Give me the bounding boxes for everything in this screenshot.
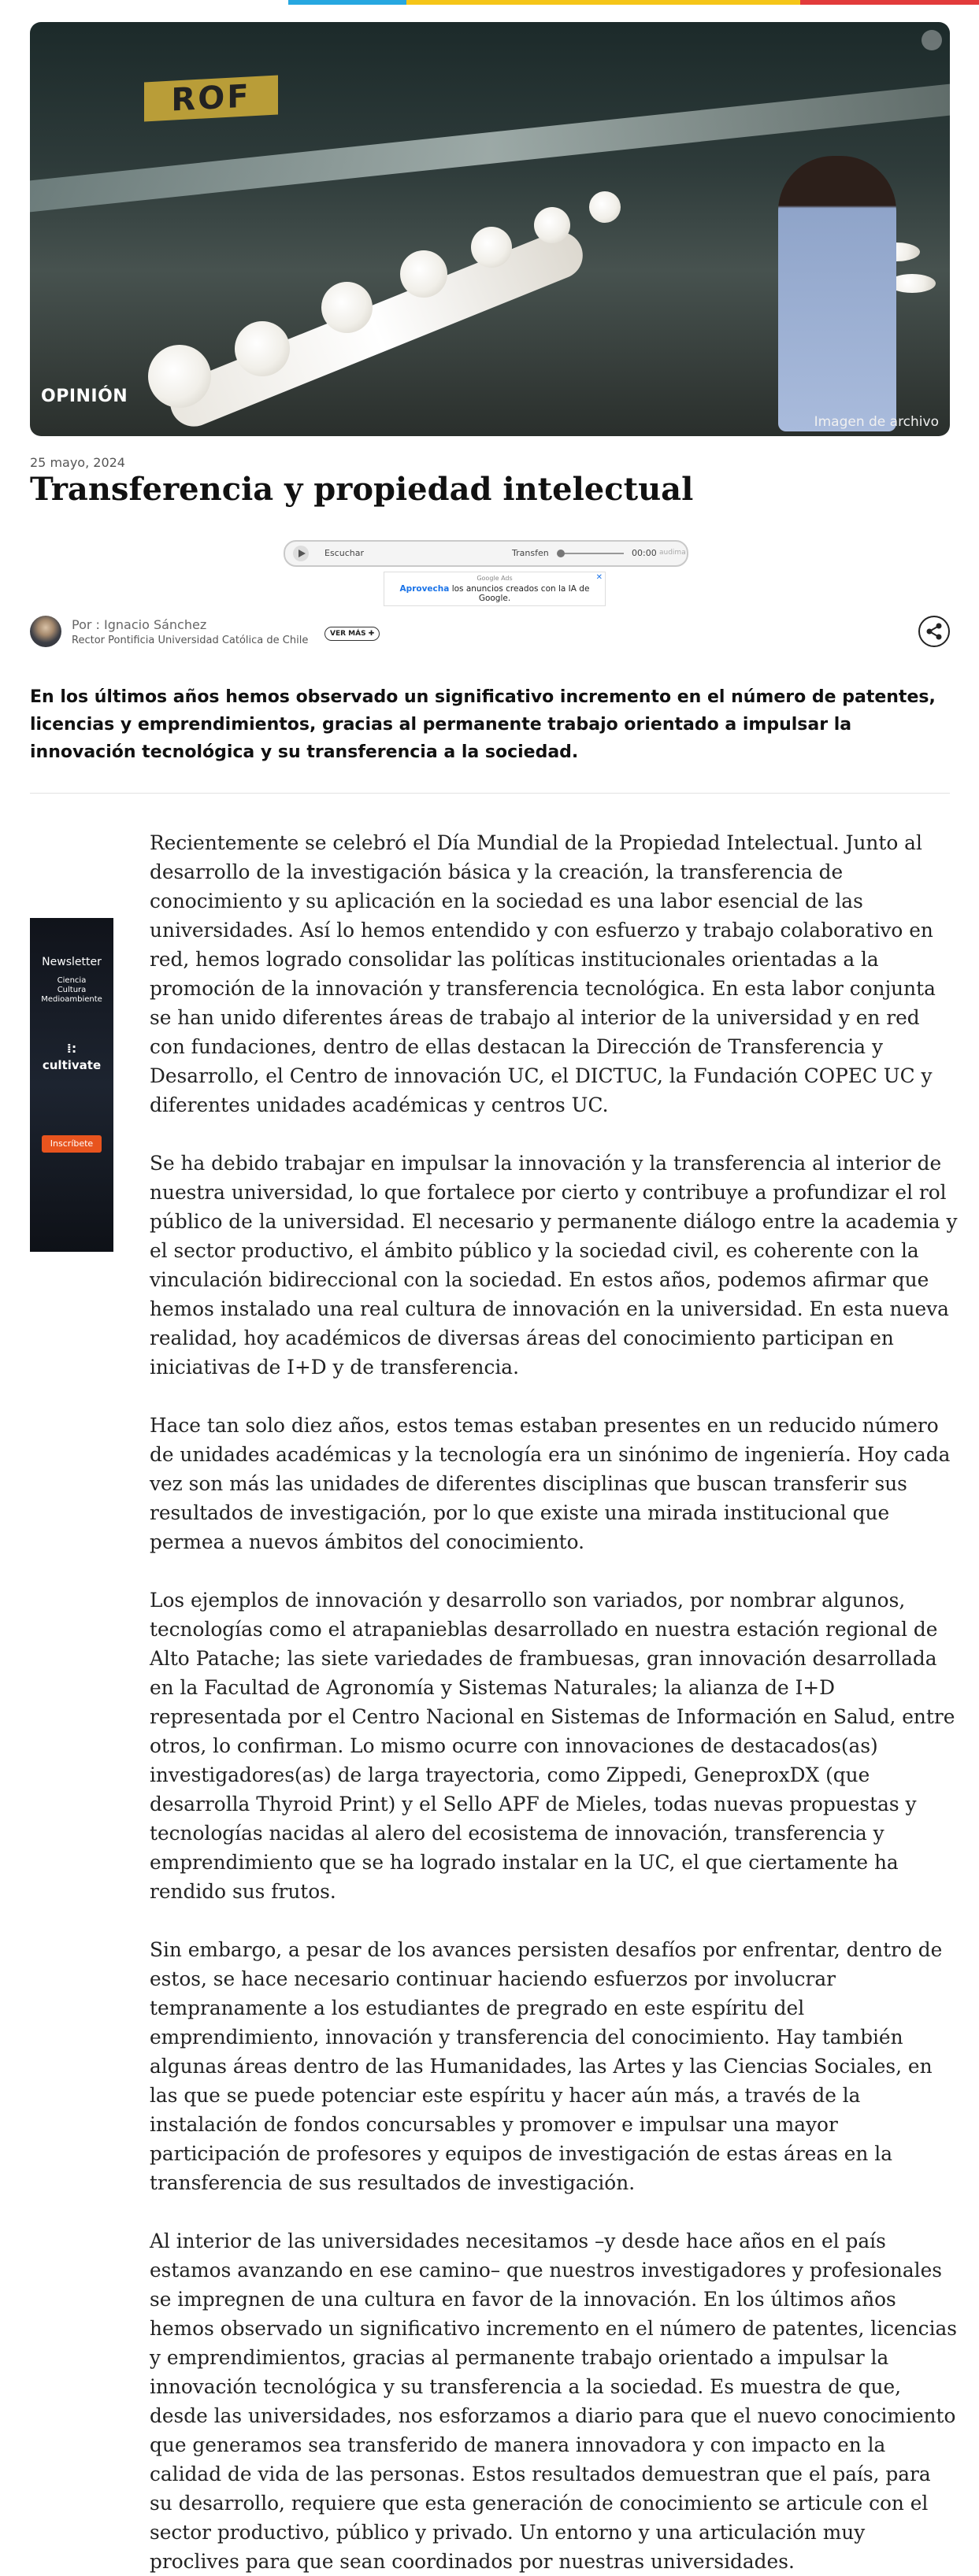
- newsletter-topic: Ciencia: [57, 976, 87, 985]
- ad-close-icon[interactable]: ✕: [595, 573, 603, 582]
- hero-spool: [471, 227, 512, 268]
- hero-spool: [589, 191, 621, 223]
- article-lead: En los últimos años hemos observado un significativo incremento en el número de patentes, licencias y emprendimientos, gracias al permanente trabajo orientado a impulsar la innovación tecnológica y su transferencia a la sociedad.: [30, 687, 936, 762]
- publish-date: 25 mayo, 2024: [30, 455, 125, 470]
- article-title: Transferencia y propiedad intelectual: [30, 471, 694, 508]
- audio-player[interactable]: [284, 540, 688, 567]
- topbar-red: [800, 0, 979, 5]
- hero-spool: [400, 250, 447, 298]
- divider: [30, 793, 950, 794]
- newsletter-side-ad[interactable]: [30, 918, 113, 1252]
- article-paragraph: Los ejemplos de innovación y desarrollo son variados, por nombrar algunos, tecnologías como el atrapanieblas desarrollado en nuestra estación regional de Alto Patache; las siete variedades de frambuesas, gran innovación desarrollada en la Facultad de Agronomía y Sistemas Naturales; la alianza de I+D representada por el Centro Nacional en Sistemas de Información en Salud, entre otros, lo confirman. Lo mismo ocurre con innovaciones de destacados(as) investigadores(as) de larga trayectoria, como Zippedi, GeneproxDX (que desarrolla Thyroid Print) y el Sello APF de Mieles, todas nuevas propuestas y tecnologías nacidas al alero del ecosistema de innovación, transferencia y emprendimiento que se ha logrado instalar en la UC, el que ciertamente ha rendido sus frutos.: [150, 1589, 955, 1903]
- cultivate-logo: [30, 1041, 113, 1072]
- newsletter-topic: Medioambiente: [41, 995, 102, 1004]
- hero-spool: [534, 207, 570, 243]
- subscribe-button[interactable]: Inscríbete: [42, 1135, 102, 1153]
- section-badge: OPINIÓN: [41, 387, 128, 406]
- ad-body: los anuncios creados con la IA de Google.: [451, 584, 590, 603]
- hero-spool: [235, 321, 290, 376]
- article-paragraph: Hace tan solo diez años, estos temas estaban presentes en un reducido número de unidades académicas y la tecnología era un sinónimo de ingeniería. Hoy cada vez son más las unidades de diferentes disciplinas que buscan transferir sus resultados de investigación, por lo que existe una mirada institucional que permea a nuevos ámbitos del conocimiento.: [150, 1414, 951, 1553]
- ad-banner[interactable]: [384, 572, 606, 606]
- track-title: Transfen: [512, 548, 549, 558]
- listen-label: Escuchar: [324, 548, 364, 558]
- author-name[interactable]: Por : Ignacio Sánchez: [72, 617, 207, 632]
- audio-progress-handle[interactable]: [557, 550, 565, 557]
- hero-worker-figure: [778, 156, 896, 431]
- article-body: [150, 828, 959, 2576]
- audio-progress-track[interactable]: [561, 553, 624, 554]
- cultivate-logo-mark: ⁞:: [66, 1041, 77, 1056]
- image-caption: Imagen de archivo: [814, 414, 939, 430]
- article-paragraph: Al interior de las universidades necesitamos –y desde hace años en el país estamos avanzando en ese camino– que nuestros investigadores y profesionales se impregnen de una cultura en favor de la innovación. En los últimos años hemos observado un significativo incremento en el número de patentes, licencias y emprendimientos, gracias al permanente trabajo orientado a impulsar la innovación tecnológica y su transferencia a la sociedad. Es muestra de que, desde las universidades, nos esforzamos a diario para que el nuevo conocimiento que generamos sea transferido de manera innovadora y con impacto en la calidad de vida de las personas. Estos resultados demuestran que el país, para su desarrollo, requiere que esta generación de conocimiento se articule con el sector productivo, público y privado. Un entorno y una articulación muy proclives para que sean coordinados por nuestras universidades.: [150, 2230, 958, 2573]
- topbar-yellow: [406, 0, 800, 5]
- newsletter-title: Newsletter: [42, 956, 102, 968]
- hero-spool: [321, 282, 373, 333]
- audio-time: 00:00: [632, 548, 657, 558]
- author-role: Rector Pontificia Universidad Católica de Chile: [72, 635, 309, 646]
- newsletter-topic: Cultura: [57, 986, 87, 994]
- hero-image: [30, 22, 950, 436]
- author-block: [30, 616, 950, 650]
- hero-spool: [148, 345, 211, 408]
- hero-sign: ROF: [144, 76, 278, 122]
- topbar-blue: [288, 0, 406, 5]
- article-paragraph: Se ha debido trabajar en impulsar la innovación y la transferencia al interior de nuestra universidad, lo que fortalece por cierto y contribuye a profundizar el rol público de la universidad. El necesario y permanente diálogo entre la academia y el sector productivo, el ámbito público y la sociedad civil, es coherente con la vinculación bidireccional con la sociedad. En estos años, podemos afirmar que hemos instalado una real cultura de innovación en la universidad. En esta nueva realidad, hoy académicos de diversas áreas del conocimiento participan en iniciativas de I+D y de transferencia.: [150, 1152, 958, 1379]
- ad-provider: Google Ads: [477, 575, 513, 582]
- hero-spool-row: [163, 224, 590, 433]
- share-button[interactable]: [918, 616, 950, 647]
- see-more-button[interactable]: VER MÁS ✚: [324, 627, 380, 641]
- top-color-bar: [288, 0, 979, 5]
- newsletter-topics: [30, 976, 113, 1005]
- share-icon: [920, 617, 948, 646]
- audio-brand: audima: [659, 549, 686, 557]
- article-paragraph: Sin embargo, a pesar de los avances persisten desafíos por enfrentar, dentro de estos, se hace necesario continuar haciendo esfuerzos por involucrar tempranamente a los estudiantes de pregrado en este espíritu del emprendimiento, innovación y transferencia del conocimiento. Hay también algunas áreas dentro de las Humanidades, las Artes y las Ciencias Sociales, en las que se puede potenciar este espíritu y hacer aún más, a través de la instalación de fondos concursables y promover e impulsar una mayor participación de profesores y equipos de investigación de estas áreas en la transferencia de sus resultados de investigación.: [150, 1938, 943, 2194]
- ad-text: [384, 584, 605, 603]
- cultivate-logo-text: cultivate: [42, 1058, 102, 1072]
- play-icon[interactable]: [293, 546, 309, 561]
- image-settings-icon[interactable]: [922, 30, 942, 50]
- article-paragraph: Recientemente se celebró el Día Mundial de la Propiedad Intelectual. Junto al desarrollo de la investigación básica y la creación, la transferencia de conocimiento y su aplicación en la sociedad es una labor esencial de las universidades. Así lo hemos entendido y con esfuerzo y trabajo colaborativo en red, hemos logrado consolidar las políticas institucionales orientadas a la promoción de la innovación y transferencia tecnológica. En esta labor conjunta se han unido diferentes áreas de trabajo al interior de la universidad y en red con fundaciones, dentro de ellas destacan la Dirección de Transferencia y Desarrollo, el Centro de innovación UC, el DICTUC, la Fundación COPEC UC y diferentes unidades académicas y centros UC.: [150, 831, 936, 1116]
- author-avatar: [30, 616, 61, 647]
- ad-highlight: Aprovecha: [399, 584, 450, 594]
